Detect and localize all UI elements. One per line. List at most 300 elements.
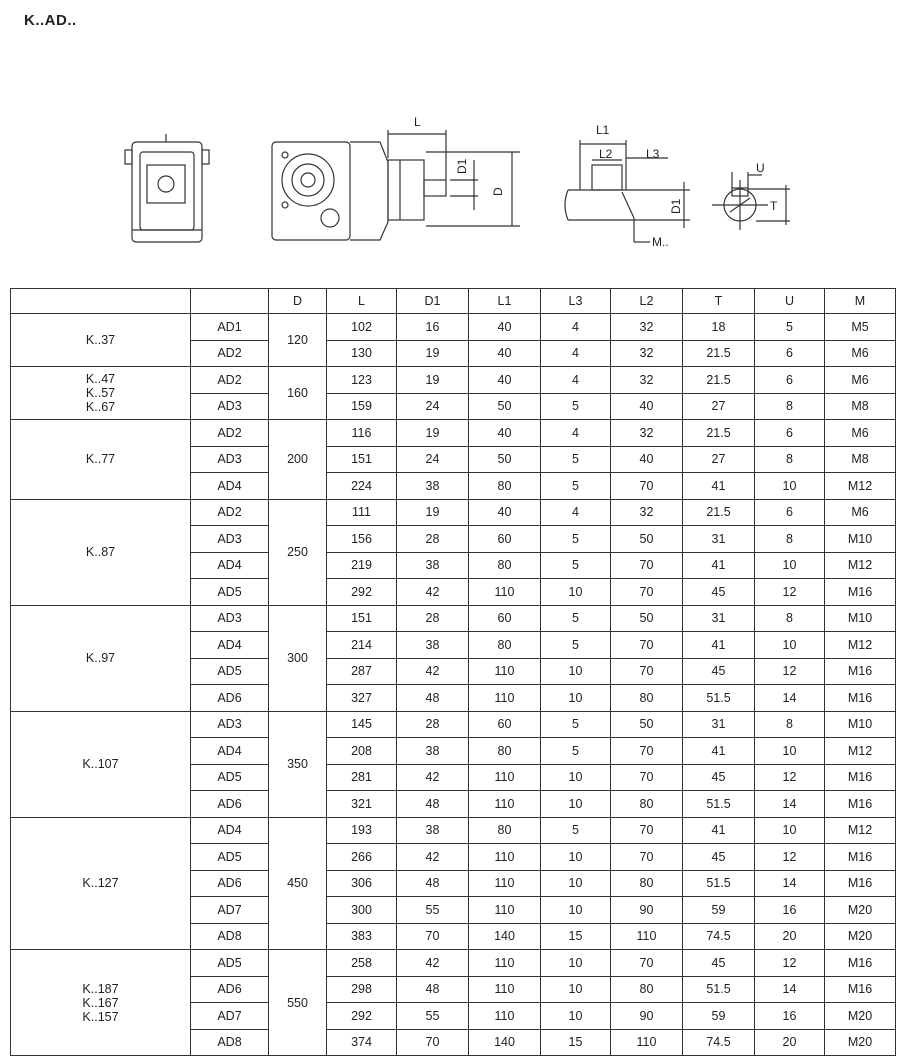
adapter-cell: AD3 [191,393,269,420]
value-cell: 10 [541,950,611,977]
model-cell: K..77 [11,420,191,500]
column-header: L1 [469,289,541,314]
adapter-cell: AD6 [191,791,269,818]
value-cell: M20 [825,1029,896,1056]
value-cell: 59 [683,1003,755,1030]
value-cell: 45 [683,950,755,977]
value-cell: 21.5 [683,420,755,447]
column-header: T [683,289,755,314]
value-cell: 5 [541,393,611,420]
adapter-cell: AD8 [191,1029,269,1056]
value-cell: 51.5 [683,976,755,1003]
value-cell: 10 [541,764,611,791]
value-cell: 8 [755,446,825,473]
value-cell: 374 [327,1029,397,1056]
value-cell: 18 [683,314,755,341]
value-cell: 60 [469,605,541,632]
value-cell: 10 [541,685,611,712]
label-T: T [770,199,778,213]
dimension-table [10,288,896,1056]
value-cell: 74.5 [683,923,755,950]
column-header: U [755,289,825,314]
adapter-cell: AD4 [191,738,269,765]
value-cell: 8 [755,605,825,632]
value-cell: 70 [611,552,683,579]
value-cell: 70 [611,817,683,844]
value-cell: 38 [397,473,469,500]
value-cell: 27 [683,393,755,420]
model-cell: K..127 [11,817,191,950]
value-cell: M12 [825,632,896,659]
value-cell: 38 [397,738,469,765]
value-cell: 10 [755,632,825,659]
label-D1: D1 [455,158,469,174]
value-cell: 80 [469,632,541,659]
value-cell: 70 [397,1029,469,1056]
table-row [11,817,896,844]
value-cell: 300 [327,897,397,924]
table-row [11,367,896,394]
value-cell: 80 [469,473,541,500]
value-cell: 110 [469,1003,541,1030]
value-cell: 5 [755,314,825,341]
adapter-cell: AD7 [191,897,269,924]
value-cell: 70 [611,950,683,977]
value-cell: M10 [825,711,896,738]
label-D1-shaft: D1 [669,198,683,214]
value-cell: M12 [825,817,896,844]
value-cell: 21.5 [683,340,755,367]
value-cell: 41 [683,817,755,844]
value-cell: 14 [755,791,825,818]
value-cell: 14 [755,685,825,712]
d-cell: 160 [269,367,327,420]
value-cell: M12 [825,473,896,500]
value-cell: 4 [541,499,611,526]
value-cell: 258 [327,950,397,977]
value-cell: 70 [611,658,683,685]
value-cell: 45 [683,579,755,606]
value-cell: 12 [755,579,825,606]
value-cell: 42 [397,950,469,977]
value-cell: 80 [469,738,541,765]
adapter-cell: AD7 [191,1003,269,1030]
value-cell: 145 [327,711,397,738]
value-cell: M10 [825,605,896,632]
value-cell: 21.5 [683,367,755,394]
value-cell: 19 [397,367,469,394]
value-cell: 42 [397,764,469,791]
d-cell: 200 [269,420,327,500]
adapter-cell: AD2 [191,340,269,367]
label-M: M.. [652,235,669,249]
value-cell: 327 [327,685,397,712]
value-cell: 110 [469,791,541,818]
value-cell: 51.5 [683,791,755,818]
value-cell: 32 [611,314,683,341]
model-cell: K..187 K..167 K..157 [11,950,191,1056]
table-row [11,950,896,977]
value-cell: 15 [541,1029,611,1056]
value-cell: 70 [611,632,683,659]
value-cell: 5 [541,817,611,844]
gearbox-front-view [125,134,209,242]
value-cell: 70 [611,579,683,606]
value-cell: M20 [825,897,896,924]
value-cell: 70 [397,923,469,950]
value-cell: 24 [397,446,469,473]
value-cell: 4 [541,340,611,367]
d-cell: 450 [269,817,327,950]
value-cell: 224 [327,473,397,500]
table-row [11,314,896,341]
column-header: D1 [397,289,469,314]
value-cell: 110 [469,658,541,685]
value-cell: 10 [541,791,611,818]
value-cell: 6 [755,499,825,526]
value-cell: M12 [825,738,896,765]
value-cell: 306 [327,870,397,897]
label-L1: L1 [596,123,610,137]
value-cell: 5 [541,711,611,738]
value-cell: 4 [541,314,611,341]
column-header: D [269,289,327,314]
value-cell: 50 [469,393,541,420]
model-cell: K..97 [11,605,191,711]
value-cell: M16 [825,658,896,685]
value-cell: 159 [327,393,397,420]
value-cell: 42 [397,658,469,685]
value-cell: 50 [611,526,683,553]
value-cell: 12 [755,950,825,977]
value-cell: 14 [755,976,825,1003]
value-cell: 48 [397,870,469,897]
adapter-cell: AD6 [191,685,269,712]
value-cell: 110 [469,579,541,606]
adapter-cell: AD5 [191,579,269,606]
value-cell: 10 [755,738,825,765]
value-cell: 80 [469,552,541,579]
value-cell: 123 [327,367,397,394]
value-cell: 292 [327,579,397,606]
column-header: M [825,289,896,314]
value-cell: M16 [825,844,896,871]
value-cell: 151 [327,605,397,632]
technical-drawings [0,110,900,270]
value-cell: 60 [469,711,541,738]
value-cell: 12 [755,764,825,791]
column-header [191,289,269,314]
value-cell: M6 [825,367,896,394]
adapter-cell: AD4 [191,632,269,659]
value-cell: 38 [397,552,469,579]
adapter-cell: AD4 [191,817,269,844]
adapter-cell: AD5 [191,658,269,685]
d-cell: 350 [269,711,327,817]
value-cell: 41 [683,738,755,765]
value-cell: 116 [327,420,397,447]
page-title: K..AD.. [24,12,77,29]
value-cell: 5 [541,446,611,473]
value-cell: M16 [825,791,896,818]
adapter-cell: AD4 [191,552,269,579]
table-row [11,420,896,447]
value-cell: 74.5 [683,1029,755,1056]
column-header: L2 [611,289,683,314]
value-cell: M16 [825,950,896,977]
value-cell: 110 [469,976,541,1003]
value-cell: 42 [397,844,469,871]
adapter-cell: AD6 [191,976,269,1003]
adapter-cell: AD2 [191,420,269,447]
value-cell: 45 [683,844,755,871]
label-U: U [756,161,765,175]
value-cell: M6 [825,340,896,367]
adapter-cell: AD3 [191,605,269,632]
value-cell: 16 [755,897,825,924]
value-cell: 10 [541,897,611,924]
value-cell: 32 [611,367,683,394]
value-cell: 40 [469,340,541,367]
value-cell: 70 [611,738,683,765]
value-cell: 70 [611,844,683,871]
adapter-cell: AD5 [191,950,269,977]
value-cell: 151 [327,446,397,473]
adapter-cell: AD2 [191,499,269,526]
value-cell: 15 [541,923,611,950]
adapter-cell: AD6 [191,870,269,897]
adapter-cell: AD1 [191,314,269,341]
value-cell: 80 [611,870,683,897]
value-cell: 45 [683,764,755,791]
value-cell: 10 [541,976,611,1003]
value-cell: 110 [469,685,541,712]
value-cell: 48 [397,791,469,818]
value-cell: 40 [611,393,683,420]
model-cell: K..37 [11,314,191,367]
value-cell: 42 [397,579,469,606]
value-cell: 40 [469,367,541,394]
d-cell: 300 [269,605,327,711]
value-cell: M16 [825,976,896,1003]
value-cell: 80 [611,976,683,1003]
shaft-detail [565,140,690,242]
value-cell: M16 [825,579,896,606]
value-cell: 41 [683,473,755,500]
gearbox-side-view [272,130,520,240]
value-cell: 40 [469,314,541,341]
value-cell: 8 [755,711,825,738]
value-cell: 12 [755,844,825,871]
value-cell: 50 [611,605,683,632]
value-cell: 292 [327,1003,397,1030]
value-cell: 281 [327,764,397,791]
value-cell: 40 [611,446,683,473]
value-cell: 20 [755,923,825,950]
value-cell: 32 [611,499,683,526]
label-L2: L2 [599,147,613,161]
value-cell: M20 [825,1003,896,1030]
value-cell: 5 [541,605,611,632]
value-cell: 10 [541,844,611,871]
value-cell: 32 [611,420,683,447]
adapter-cell: AD3 [191,711,269,738]
value-cell: 20 [755,1029,825,1056]
adapter-cell: AD5 [191,764,269,791]
value-cell: 110 [469,950,541,977]
value-cell: 110 [469,897,541,924]
value-cell: 10 [755,552,825,579]
value-cell: 10 [541,658,611,685]
value-cell: 5 [541,473,611,500]
value-cell: 4 [541,367,611,394]
value-cell: 10 [541,870,611,897]
value-cell: 140 [469,923,541,950]
value-cell: 51.5 [683,870,755,897]
table-row [11,499,896,526]
adapter-cell: AD3 [191,446,269,473]
value-cell: 70 [611,473,683,500]
value-cell: M16 [825,685,896,712]
shaft-cross-section [712,172,790,230]
value-cell: M16 [825,764,896,791]
value-cell: 24 [397,393,469,420]
value-cell: 80 [469,817,541,844]
value-cell: 110 [469,764,541,791]
value-cell: 32 [611,340,683,367]
value-cell: 48 [397,685,469,712]
value-cell: 8 [755,526,825,553]
value-cell: 4 [541,420,611,447]
value-cell: 5 [541,738,611,765]
table-row [11,605,896,632]
value-cell: 214 [327,632,397,659]
value-cell: 6 [755,367,825,394]
value-cell: M12 [825,552,896,579]
model-cell: K..107 [11,711,191,817]
value-cell: 70 [611,764,683,791]
value-cell: 156 [327,526,397,553]
value-cell: 31 [683,711,755,738]
value-cell: 298 [327,976,397,1003]
value-cell: 6 [755,420,825,447]
value-cell: 102 [327,314,397,341]
d-cell: 120 [269,314,327,367]
value-cell: M8 [825,393,896,420]
value-cell: 16 [755,1003,825,1030]
value-cell: M6 [825,499,896,526]
value-cell: 45 [683,658,755,685]
column-header: L3 [541,289,611,314]
adapter-cell: AD8 [191,923,269,950]
model-cell: K..47 K..57 K..67 [11,367,191,420]
column-header [11,289,191,314]
adapter-cell: AD3 [191,526,269,553]
value-cell: 110 [469,844,541,871]
value-cell: 19 [397,499,469,526]
value-cell: 80 [611,791,683,818]
value-cell: 59 [683,897,755,924]
value-cell: 10 [755,473,825,500]
value-cell: 50 [469,446,541,473]
value-cell: 28 [397,711,469,738]
value-cell: 38 [397,632,469,659]
value-cell: 90 [611,897,683,924]
value-cell: M8 [825,446,896,473]
value-cell: 48 [397,976,469,1003]
column-header: L [327,289,397,314]
value-cell: 21.5 [683,499,755,526]
value-cell: 27 [683,446,755,473]
label-L: L [414,115,421,129]
value-cell: 90 [611,1003,683,1030]
value-cell: 110 [611,923,683,950]
adapter-cell: AD4 [191,473,269,500]
value-cell: 321 [327,791,397,818]
value-cell: 55 [397,1003,469,1030]
table-header-row [11,289,896,314]
value-cell: 208 [327,738,397,765]
value-cell: 38 [397,817,469,844]
adapter-cell: AD2 [191,367,269,394]
value-cell: 193 [327,817,397,844]
value-cell: 55 [397,897,469,924]
d-cell: 550 [269,950,327,1056]
value-cell: 31 [683,526,755,553]
value-cell: 19 [397,420,469,447]
adapter-cell: AD5 [191,844,269,871]
value-cell: 28 [397,526,469,553]
value-cell: 28 [397,605,469,632]
value-cell: 10 [755,817,825,844]
d-cell: 250 [269,499,327,605]
value-cell: M10 [825,526,896,553]
value-cell: M6 [825,420,896,447]
value-cell: 140 [469,1029,541,1056]
value-cell: 80 [611,685,683,712]
value-cell: 130 [327,340,397,367]
value-cell: 10 [541,579,611,606]
value-cell: 110 [611,1029,683,1056]
value-cell: 5 [541,632,611,659]
value-cell: 6 [755,340,825,367]
value-cell: 383 [327,923,397,950]
value-cell: 41 [683,632,755,659]
value-cell: 40 [469,499,541,526]
value-cell: 111 [327,499,397,526]
value-cell: 31 [683,605,755,632]
value-cell: 10 [541,1003,611,1030]
value-cell: 19 [397,340,469,367]
value-cell: 110 [469,870,541,897]
value-cell: 5 [541,526,611,553]
value-cell: 266 [327,844,397,871]
value-cell: 16 [397,314,469,341]
table-row [11,711,896,738]
value-cell: M20 [825,923,896,950]
value-cell: 50 [611,711,683,738]
value-cell: 5 [541,552,611,579]
value-cell: 51.5 [683,685,755,712]
value-cell: 41 [683,552,755,579]
label-L3: L3 [646,147,660,161]
value-cell: 219 [327,552,397,579]
label-D: D [491,187,505,196]
value-cell: 8 [755,393,825,420]
value-cell: 287 [327,658,397,685]
value-cell: 14 [755,870,825,897]
value-cell: 40 [469,420,541,447]
